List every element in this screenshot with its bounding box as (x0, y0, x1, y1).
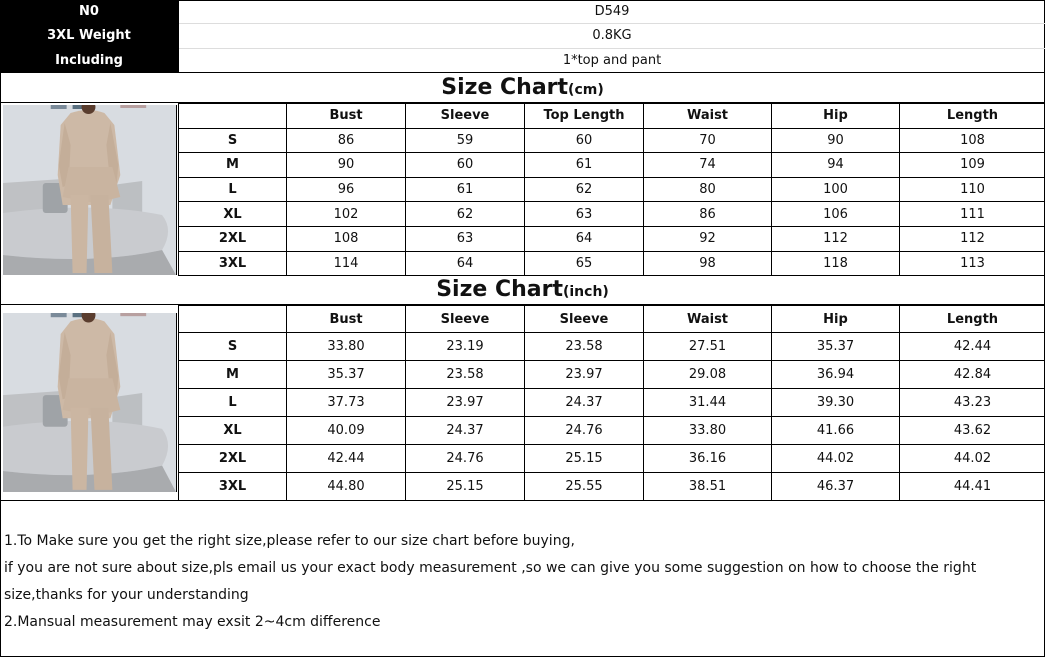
cell: 24.37 (525, 389, 644, 417)
table-row (179, 417, 1045, 445)
note-line: 1.To Make sure you get the right size,please refer to our size chart before buying, (4, 533, 575, 549)
cell: 43.23 (900, 389, 1045, 417)
title-unit: (inch) (562, 284, 609, 300)
cell: 118 (772, 251, 900, 276)
cell: 24.76 (406, 445, 525, 473)
cell: 42.44 (287, 445, 406, 473)
size-label: L (179, 389, 287, 417)
cell: 64 (525, 226, 644, 251)
cell: 113 (900, 251, 1045, 276)
size-chart-cm-table (178, 103, 1045, 276)
product-photo-inch (3, 313, 177, 492)
cell: 41.66 (772, 417, 900, 445)
cell: 38.51 (644, 473, 772, 501)
size-label: L (179, 177, 287, 202)
info-values (178, 0, 1045, 73)
label-number: N0 (79, 4, 99, 19)
cell: 33.80 (644, 417, 772, 445)
cell: 96 (287, 177, 406, 202)
table-row (179, 226, 1045, 251)
cell: 25.15 (406, 473, 525, 501)
cell: 60 (406, 153, 525, 178)
cell: 80 (644, 177, 772, 202)
cell: 42.44 (900, 333, 1045, 361)
cell: 44.80 (287, 473, 406, 501)
header-waist: Waist (644, 306, 772, 333)
label-including: Including (55, 52, 123, 68)
size-label: 3XL (179, 251, 287, 276)
cell: 23.19 (406, 333, 525, 361)
table-row (179, 202, 1045, 227)
product-photo-cm (3, 105, 177, 275)
cell: 44.41 (900, 473, 1045, 501)
size-label: 3XL (179, 473, 287, 501)
table-header-row (179, 306, 1045, 333)
header-sleeve-2: Sleeve (525, 306, 644, 333)
title-text: Size Chart (441, 75, 569, 100)
cell: 24.37 (406, 417, 525, 445)
cell: 29.08 (644, 361, 772, 389)
cell: 42.84 (900, 361, 1045, 389)
size-label: S (179, 333, 287, 361)
table-row (179, 333, 1045, 361)
product-photo-image (3, 105, 176, 275)
table-row (179, 251, 1045, 276)
cell: 46.37 (772, 473, 900, 501)
size-label: S (179, 128, 287, 153)
value-including: 1*top and pant (562, 52, 662, 68)
size-label: 2XL (179, 226, 287, 251)
cell: 63 (525, 202, 644, 227)
cell: 43.62 (900, 417, 1045, 445)
product-photo-image (3, 313, 176, 492)
cell: 36.94 (772, 361, 900, 389)
cell: 25.15 (525, 445, 644, 473)
cell: 110 (900, 177, 1045, 202)
note-line: 2.Mansual measurement may exsit 2~4cm difference (4, 614, 381, 630)
product-info (0, 0, 1045, 73)
cell: 94 (772, 153, 900, 178)
cell: 35.37 (287, 361, 406, 389)
header-sleeve: Sleeve (406, 104, 525, 129)
cell: 36.16 (644, 445, 772, 473)
cell: 35.37 (772, 333, 900, 361)
cell: 102 (287, 202, 406, 227)
size-chart-inch-title (0, 276, 1045, 305)
cell: 62 (406, 202, 525, 227)
note-line: if you are not sure about size,pls email us your exact body measurement ,so we can give you some suggestion on how to choose the right (4, 560, 977, 576)
cell: 109 (900, 153, 1045, 178)
header-size (179, 104, 287, 129)
cell: 90 (772, 128, 900, 153)
cell: 23.58 (406, 361, 525, 389)
cell: 25.55 (525, 473, 644, 501)
header-top-length: Top Length (525, 104, 644, 129)
cell: 92 (644, 226, 772, 251)
cell: 106 (772, 202, 900, 227)
cell: 64 (406, 251, 525, 276)
size-chart-inch-table (178, 305, 1045, 501)
title-unit: (cm) (568, 82, 604, 98)
size-label: 2XL (179, 445, 287, 473)
header-bust: Bust (287, 306, 406, 333)
note-line: size,thanks for your understanding (4, 587, 249, 603)
header-length: Length (900, 104, 1045, 129)
cell: 100 (772, 177, 900, 202)
cell: 112 (772, 226, 900, 251)
cell: 59 (406, 128, 525, 153)
header-sleeve: Sleeve (406, 306, 525, 333)
cell: 62 (525, 177, 644, 202)
value-number: D549 (179, 0, 1045, 24)
cell: 44.02 (900, 445, 1045, 473)
table-row (179, 473, 1045, 501)
cell: 61 (406, 177, 525, 202)
cell: 23.97 (525, 361, 644, 389)
cell: 114 (287, 251, 406, 276)
table-row (179, 177, 1045, 202)
size-chart-cm-title (0, 73, 1045, 103)
cell: 111 (900, 202, 1045, 227)
table-row (179, 389, 1045, 417)
size-label: XL (179, 417, 287, 445)
cell: 86 (644, 202, 772, 227)
cell: 63 (406, 226, 525, 251)
cell: 74 (644, 153, 772, 178)
table-header-row (179, 104, 1045, 129)
cell: 90 (287, 153, 406, 178)
cell: 23.97 (406, 389, 525, 417)
title-text: Size Chart (436, 277, 563, 302)
header-length: Length (900, 306, 1045, 333)
label-weight: 3XL Weight (47, 28, 131, 44)
table-row (179, 153, 1045, 178)
size-label: M (179, 153, 287, 178)
cell: 40.09 (287, 417, 406, 445)
header-hip: Hip (772, 306, 900, 333)
cell: 61 (525, 153, 644, 178)
cell: 39.30 (772, 389, 900, 417)
cell: 112 (900, 226, 1045, 251)
info-labels (0, 0, 178, 73)
cell: 37.73 (287, 389, 406, 417)
cell: 60 (525, 128, 644, 153)
cell: 70 (644, 128, 772, 153)
header-bust: Bust (287, 104, 406, 129)
cell: 65 (525, 251, 644, 276)
cell: 108 (287, 226, 406, 251)
notes-section (0, 500, 1045, 657)
cell: 27.51 (644, 333, 772, 361)
cell: 44.02 (772, 445, 900, 473)
table-row (179, 128, 1045, 153)
value-weight: 0.8KG (179, 24, 1045, 48)
cell: 24.76 (525, 417, 644, 445)
table-row (179, 361, 1045, 389)
header-hip: Hip (772, 104, 900, 129)
cell: 98 (644, 251, 772, 276)
cell: 33.80 (287, 333, 406, 361)
size-label: XL (179, 202, 287, 227)
cell: 108 (900, 128, 1045, 153)
size-label: M (179, 361, 287, 389)
cell: 31.44 (644, 389, 772, 417)
cell: 23.58 (525, 333, 644, 361)
header-size (179, 306, 287, 333)
header-waist: Waist (644, 104, 772, 129)
table-row (179, 445, 1045, 473)
cell: 86 (287, 128, 406, 153)
